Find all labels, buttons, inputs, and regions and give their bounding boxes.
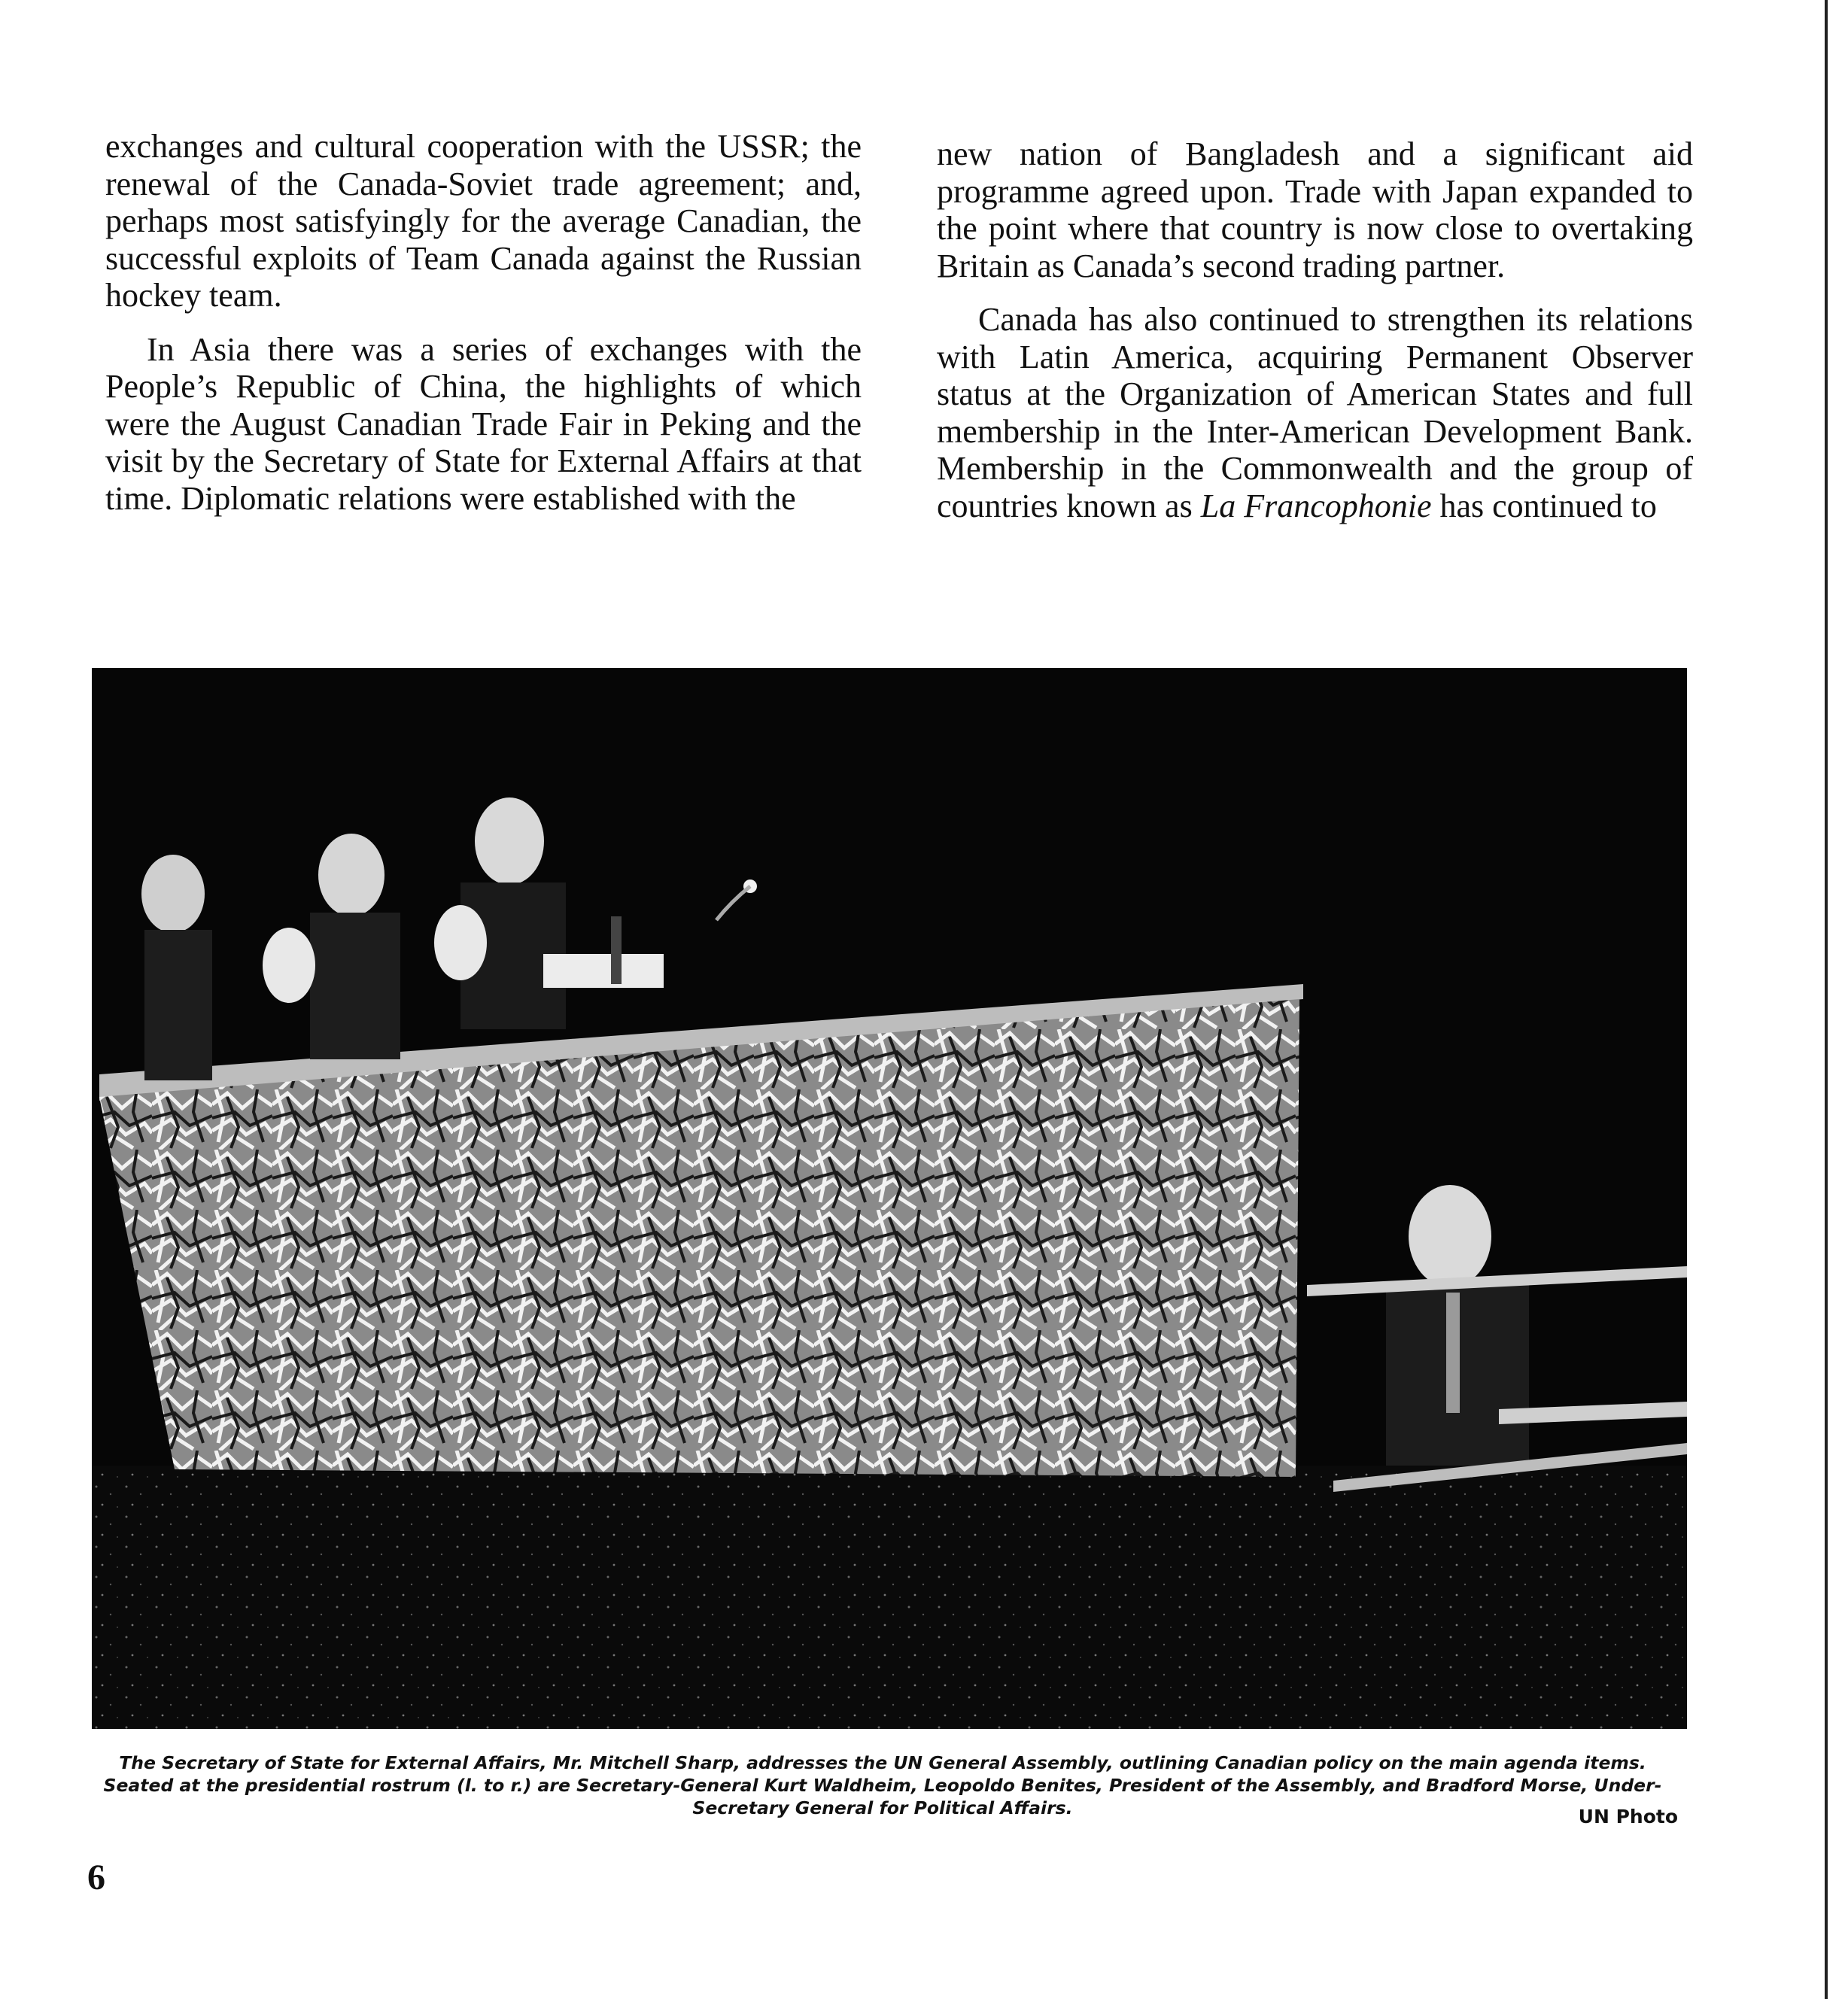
un-general-assembly-photo (92, 668, 1687, 1729)
right-paragraph-2-text: Canada has also continued to strengthen its relations with Latin America, acquiring Permanent Observer status at the Organization of American States and full membership in the Inter-American Development Bank. Membership in the Commonwealth and the group of countries known as (937, 301, 1693, 524)
photo-credit: UN Photo (1578, 1806, 1678, 1827)
speaker-at-lectern (1307, 1185, 1687, 1492)
la-francophonie-italic: La Francophonie (1200, 487, 1432, 524)
right-paragraph-2-end: has continued to (1431, 487, 1657, 524)
floor (92, 1466, 1687, 1729)
binding-rule (1825, 0, 1828, 1999)
photo-caption: The Secretary of State for External Affairs, Mr. Mitchell Sharp, addresses the UN General Assembly, outlining Canadian policy on the main agenda items. Seated at the presidential rostrum (l. to r.) are Secretary-General Kurt Waldheim, Leopoldo Benites, President of the Assembly, and Bradford Morse, Under-Secretary General for Political Affairs. (103, 1752, 1662, 1818)
right-paragraph-2 (937, 301, 1693, 524)
left-text-column (105, 128, 862, 533)
left-paragraph-2: In Asia there was a series of exchanges with the People’s Republic of China, the highlights of which were the August Canadian Trade Fair in Peking and the visit by the Secretary of State for External Affairs at that time. Diplomatic relations were established with the (105, 330, 862, 517)
left-paragraph-1: exchanges and cultural cooperation with the USSR; the renewal of the Canada-Soviet trade agreement; and, perhaps most satisfyingly for the average Canadian, the successful exploits of Team Canada against the Russian hockey team. (105, 128, 862, 314)
photo-illustration (92, 668, 1687, 1729)
right-text-column (937, 135, 1693, 541)
right-paragraph-1: new nation of Bangladesh and a significant aid programme agreed upon. Trade with Japan expanded to the point where that country is now close to overtaking Britain as Canada’s second trading partner. (937, 135, 1693, 284)
page-number: 6 (87, 1858, 105, 1897)
